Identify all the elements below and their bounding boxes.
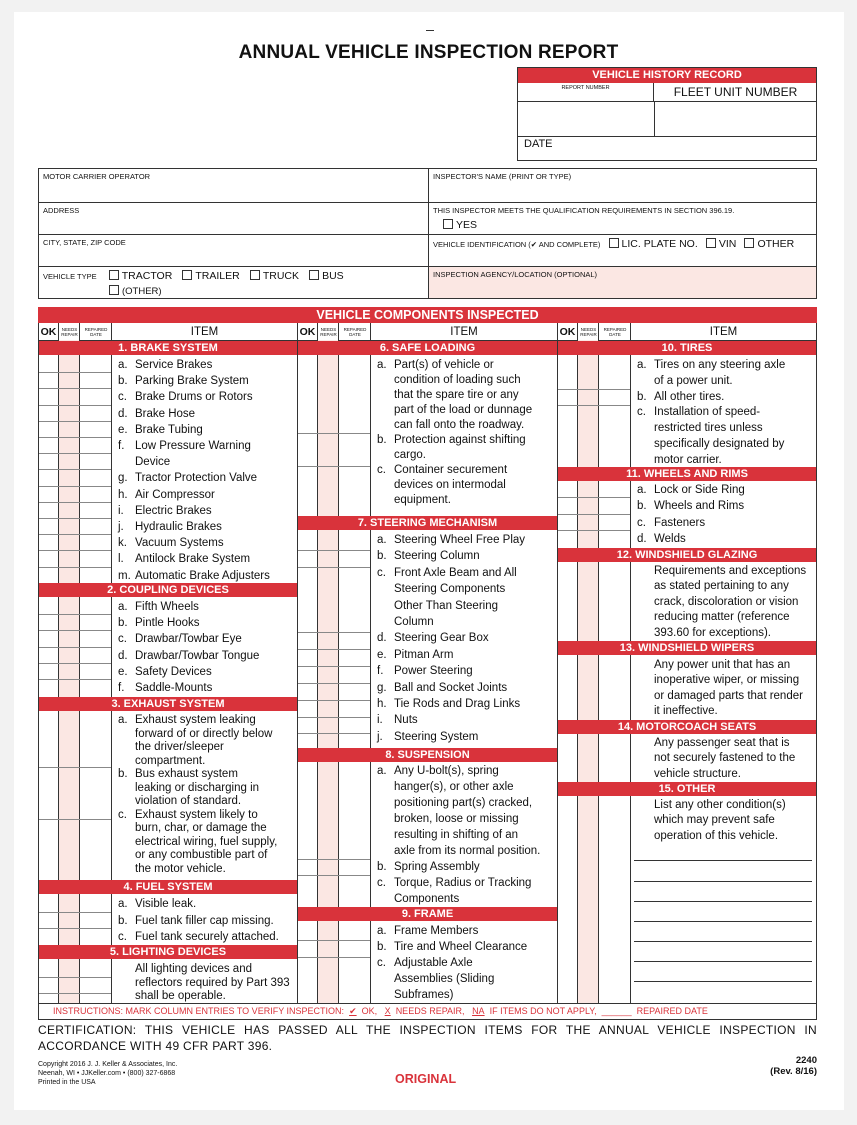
- section-description: it ineffective.: [654, 705, 718, 718]
- inspection-item: b. Tire and Wheel Clearance: [377, 941, 528, 953]
- section-description: Any passenger seat that is: [654, 737, 790, 749]
- section-description: 393.60 for exceptions).: [654, 626, 771, 639]
- inspection-item: leaking or discharging in: [135, 781, 260, 794]
- inspection-item: specifically designated by: [654, 438, 785, 450]
- inspection-item: b. Steering Column: [377, 550, 480, 563]
- inspection-item: Other Than Steering: [394, 599, 498, 612]
- page-title: ANNUAL VEHICLE INSPECTION REPORT: [238, 42, 619, 63]
- checkbox-icon: [250, 270, 260, 280]
- checkbox-icon: [744, 238, 754, 248]
- id-vin[interactable]: VIN: [706, 238, 737, 250]
- section-description: All lighting devices and: [135, 963, 252, 975]
- column-header: [39, 323, 297, 341]
- inspection-item: Column: [394, 616, 434, 628]
- inspection-item: can fall onto the roadway.: [394, 419, 525, 431]
- inspection-item: part of the load or dunnage: [394, 404, 533, 416]
- checkbox-icon: [309, 270, 319, 280]
- vehicle-id-field: VEHICLE IDENTIFICATION (✔ AND COMPLETE) LIC. PLATE NO. VIN OTHER: [428, 235, 816, 267]
- needs-repair-header: NEEDS REPAIR: [317, 323, 339, 340]
- inspection-item: b. All other tires.: [637, 390, 725, 403]
- inspection-item: c. Container securement: [377, 464, 508, 476]
- section-description: operation of this vehicle.: [654, 829, 779, 842]
- inspection-item: violation of standard.: [135, 795, 242, 807]
- fleet-unit-label: FLEET UNIT NUMBER: [673, 85, 798, 99]
- inspection-item: Subframes): [394, 989, 454, 1001]
- other-condition-line[interactable]: [634, 860, 812, 861]
- other-condition-line[interactable]: [634, 901, 812, 902]
- x-mark: X: [384, 1006, 391, 1016]
- section-description: as stated pertaining to any: [654, 580, 789, 593]
- inspection-item: of a power unit.: [654, 374, 733, 387]
- vehicle-type-tractor[interactable]: TRACTOR: [109, 270, 173, 282]
- repaired-date-header: REPAIRED DATE: [338, 323, 371, 340]
- section-s15: 15. OTHER: [558, 782, 816, 796]
- section-description: vehicle structure.: [654, 767, 741, 780]
- section-s3: 3. EXHAUST SYSTEM: [39, 697, 297, 711]
- ok-header: OK: [299, 325, 316, 338]
- inspection-item: d. Welds: [637, 532, 686, 545]
- item-header: ITEM: [111, 323, 297, 340]
- section-description: inoperative wiper, or missing: [654, 674, 800, 687]
- inspection-item: f. Low Pressure Warning: [118, 440, 251, 452]
- section-s9: 9. FRAME: [298, 907, 557, 921]
- other-condition-line[interactable]: [634, 961, 812, 962]
- section-description: shall be operable.: [135, 990, 226, 1002]
- inspection-item: Device: [135, 456, 171, 469]
- inspection-item: b. Fuel tank filler cap missing.: [118, 914, 274, 927]
- other-condition-line[interactable]: [634, 921, 812, 922]
- section-s14: 14. MOTORCOACH SEATS: [558, 720, 816, 734]
- section-s7: 7. STEERING MECHANISM: [298, 516, 557, 530]
- original-label: ORIGINAL: [395, 1072, 457, 1086]
- inspection-item: b. Spring Assembly: [377, 861, 480, 873]
- section-s10: 10. TIRES: [558, 341, 816, 355]
- inspection-agency-field[interactable]: INSPECTION AGENCY/LOCATION (OPTIONAL): [428, 267, 816, 298]
- inspection-item: b. Wheels and Rims: [637, 500, 745, 513]
- inspector-name-field[interactable]: INSPECTOR'S NAME (PRINT OR TYPE): [428, 169, 816, 203]
- inspection-item: b. Bus exhaust system: [118, 768, 238, 780]
- inspection-item: positioning part(s) cracked,: [394, 797, 533, 809]
- inspection-item: condition of loading such: [394, 374, 521, 386]
- section-s5: 5. LIGHTING DEVICES: [39, 945, 297, 959]
- checkbox-icon: [182, 270, 192, 280]
- qualification-field: THIS INSPECTOR MEETS THE QUALIFICATION REQUIREMENTS IN SECTION 396.19. YES: [428, 203, 816, 235]
- inspection-item: resulting in shifting of an: [394, 829, 519, 841]
- repaired-date-header: REPAIRED DATE: [79, 323, 112, 340]
- inspection-item: or any combustible part of: [135, 849, 268, 861]
- inspection-item: Assemblies (Sliding: [394, 973, 495, 985]
- vehicle-history-band: VEHICLE HISTORY RECORD: [518, 68, 816, 83]
- components-band: VEHICLE COMPONENTS INSPECTED: [38, 307, 817, 323]
- certification-text: CERTIFICATION: THIS VEHICLE HAS PASSED ALL THE INSPECTION ITEMS FOR THE ANNUAL VEHICLE INSPECTION IN ACCORDANCE WITH 49 CFR PART 396.: [38, 1023, 817, 1053]
- checkbox-icon: [706, 238, 716, 248]
- inspection-item: d. Brake Hose: [118, 407, 196, 420]
- section-s11: 11. WHEELS AND RIMS: [558, 467, 816, 481]
- item-header: ITEM: [370, 323, 557, 340]
- inspection-item: m. Automatic Brake Adjusters: [118, 569, 270, 582]
- section-description: List any other condition(s): [654, 799, 786, 811]
- inspection-item: h. Air Compressor: [118, 488, 215, 501]
- inspection-item: equipment.: [394, 494, 451, 506]
- inspection-item: Components: [394, 893, 460, 905]
- checkbox-icon: [109, 270, 119, 280]
- inspection-item: b. Protection against shifting: [377, 434, 526, 446]
- inspection-item: c. Adjustable Axle: [377, 957, 473, 969]
- inspection-item: the motor vehicle.: [135, 862, 226, 875]
- ok-header: OK: [559, 325, 576, 338]
- item-header: ITEM: [630, 323, 816, 340]
- inspection-item: l. Antilock Brake System: [118, 553, 251, 566]
- inspection-item: electrical wiring, fuel supply,: [135, 835, 278, 848]
- needs-repair-header: NEEDS REPAIR: [58, 323, 80, 340]
- form-number: 2240 (Rev. 8/16): [770, 1055, 817, 1077]
- column-header: [298, 323, 557, 341]
- top-dash: [426, 30, 434, 31]
- inspection-item: a. Tires on any steering axle: [637, 359, 786, 371]
- inspection-item: c. Drawbar/Towbar Eye: [118, 633, 242, 646]
- section-description: Requirements and exceptions: [654, 565, 807, 577]
- city-field[interactable]: CITY, STATE, ZIP CODE: [39, 235, 428, 267]
- inspection-item: that the spare tire or any: [394, 389, 519, 401]
- inspection-item: f. Saddle-Mounts: [118, 682, 213, 694]
- inspection-item: cargo.: [394, 449, 426, 461]
- inspection-item: i. Electric Brakes: [118, 504, 212, 517]
- other-condition-line[interactable]: [634, 941, 812, 942]
- section-description: which may prevent safe: [654, 814, 775, 827]
- na-mark: NA: [472, 1006, 485, 1016]
- section-description: or damaged parts that render: [654, 689, 803, 702]
- inspection-item: broken, loose or missing: [394, 813, 519, 825]
- id-other[interactable]: OTHER: [744, 238, 794, 250]
- inspection-item: d. Steering Gear Box: [377, 632, 489, 645]
- inspection-item: a. Steering Wheel Free Play: [377, 534, 526, 546]
- inspection-item: j. Steering System: [377, 730, 479, 743]
- info-block: [38, 168, 817, 299]
- inspection-item: a. Visible leak.: [118, 898, 197, 910]
- ok-header: OK: [40, 325, 57, 338]
- inspection-item: burn, char, or damage the: [135, 822, 267, 834]
- inspection-item: b. Pintle Hooks: [118, 617, 200, 630]
- inspection-item: c. Exhaust system likely to: [118, 808, 258, 821]
- section-description: crack, discoloration or vision: [654, 595, 799, 608]
- inspection-item: i. Nuts: [377, 714, 418, 727]
- inspection-item: e. Pitman Arm: [377, 648, 454, 661]
- inspection-item: g. Ball and Socket Joints: [377, 681, 508, 694]
- inspection-item: e. Safety Devices: [118, 665, 212, 678]
- section-s13: 13. WINDSHIELD WIPERS: [558, 641, 816, 655]
- inspection-item: c. Fasteners: [637, 516, 706, 529]
- inspection-item: forward of or directly below: [135, 727, 273, 740]
- components-column-2: [298, 323, 558, 1004]
- copyright-block: Copyright 2016 J. J. Keller & Associates, Inc. Neenah, WI • JJKeller.com • (800) 327-6868 Printed in the USA: [38, 1061, 178, 1086]
- inspection-item: c. Front Axle Beam and All: [377, 566, 517, 579]
- inspection-item: e. Brake Tubing: [118, 423, 203, 436]
- inspection-item: c. Fuel tank securely attached.: [118, 931, 279, 943]
- inspection-item: restricted tires unless: [654, 422, 763, 435]
- address-field[interactable]: ADDRESS: [39, 203, 428, 235]
- section-s4: 4. FUEL SYSTEM: [39, 880, 297, 894]
- checkbox-icon: [109, 285, 119, 295]
- inspection-item: c. Torque, Radius or Tracking: [377, 877, 532, 889]
- section-s12: 12. WINDSHIELD GLAZING: [558, 548, 816, 562]
- components-column-3: [558, 323, 817, 1004]
- section-description: Any power unit that has an: [654, 659, 791, 671]
- checkbox-icon: [609, 238, 619, 248]
- vehicle-type-trailer[interactable]: TRAILER: [182, 270, 239, 282]
- other-condition-line[interactable]: [634, 981, 812, 982]
- inspection-item: Steering Components: [394, 583, 506, 596]
- inspection-item: c. Installation of speed-: [637, 406, 761, 419]
- inspection-item: hanger(s), or other axle: [394, 781, 514, 793]
- ok-mark: ✔: [349, 1006, 357, 1016]
- inspection-item: a. Any U-bolt(s), spring: [377, 765, 499, 777]
- inspection-item: devices on intermodal: [394, 479, 506, 491]
- qualification-yes[interactable]: YES: [443, 219, 812, 231]
- inspection-item: a. Part(s) of vehicle or: [377, 359, 494, 371]
- inspection-item: axle from its normal position.: [394, 845, 541, 857]
- inspection-item: h. Tie Rods and Drag Links: [377, 698, 521, 710]
- vehicle-type-truck[interactable]: TRUCK: [250, 270, 299, 282]
- inspection-item: g. Tractor Protection Valve: [118, 472, 258, 485]
- inspection-item: a. Service Brakes: [118, 359, 213, 371]
- vehicle-history-box: [517, 67, 817, 161]
- vehicle-type-field: VEHICLE TYPE TRACTOR TRAILER TRUCK BUS (OTHER): [39, 267, 428, 298]
- section-description: not securely fastened to the: [654, 752, 796, 765]
- report-number-label: REPORT NUMBER: [518, 83, 654, 101]
- inspection-item: a. Fifth Wheels: [118, 601, 199, 613]
- inspection-item: compartment.: [135, 754, 206, 767]
- section-s1: 1. BRAKE SYSTEM: [39, 341, 297, 355]
- section-description: reducing matter (reference: [654, 611, 790, 624]
- section-s8: 8. SUSPENSION: [298, 748, 557, 762]
- section-s2: 2. COUPLING DEVICES: [39, 583, 297, 597]
- motor-carrier-field[interactable]: MOTOR CARRIER OPERATOR: [39, 169, 428, 203]
- vehicle-type-bus[interactable]: BUS: [309, 270, 344, 282]
- inspection-item: c. Brake Drums or Rotors: [118, 391, 253, 404]
- components-column-1: [38, 323, 298, 1004]
- inspection-item: motor carrier.: [654, 453, 722, 466]
- inspection-item: f. Power Steering: [377, 665, 473, 678]
- repaired-date-header: REPAIRED DATE: [598, 323, 631, 340]
- date-label: DATE: [524, 138, 553, 150]
- inspection-item: a. Exhaust system leaking: [118, 714, 256, 726]
- other-condition-line[interactable]: [634, 881, 812, 882]
- instructions-line: INSTRUCTIONS: MARK COLUMN ENTRIES TO VERIFY INSPECTION: ✔ OK, X NEEDS REPAIR, NA IF ITEMS DO NOT APPLY, ______ REPAIRED DATE: [38, 1004, 817, 1020]
- inspection-item: the driver/sleeper: [135, 741, 224, 753]
- needs-repair-header: NEEDS REPAIR: [577, 323, 599, 340]
- checkbox-icon: [443, 219, 453, 229]
- id-lic-plate[interactable]: LIC. PLATE NO.: [609, 238, 698, 250]
- vehicle-type-other[interactable]: (OTHER): [109, 285, 424, 297]
- inspection-item: j. Hydraulic Brakes: [118, 521, 222, 533]
- section-description: reflectors required by Part 393: [135, 976, 290, 989]
- section-s6: 6. SAFE LOADING: [298, 341, 557, 355]
- inspection-item: a. Lock or Side Ring: [637, 484, 745, 496]
- inspection-item: b. Parking Brake System: [118, 375, 249, 388]
- inspection-item: a. Frame Members: [377, 925, 479, 937]
- inspection-item: d. Drawbar/Towbar Tongue: [118, 649, 260, 662]
- column-header: [558, 323, 816, 341]
- inspection-item: k. Vacuum Systems: [118, 537, 224, 550]
